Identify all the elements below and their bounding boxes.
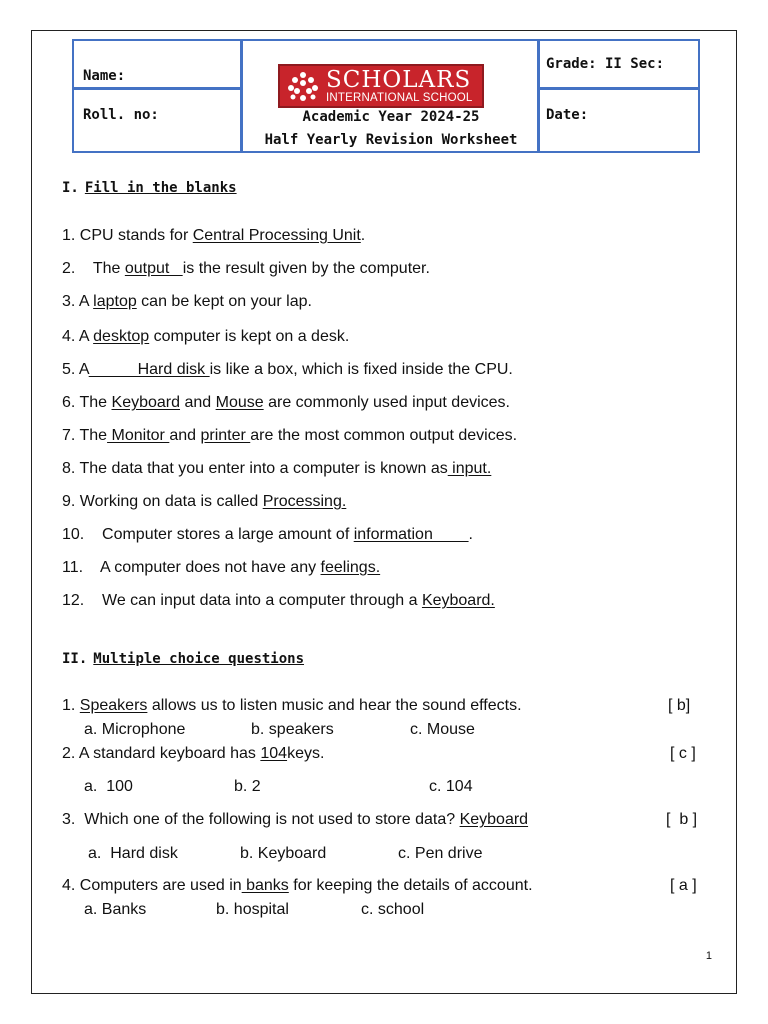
item-text: . <box>468 526 473 543</box>
answer: Hard disk <box>88 361 210 378</box>
question-text: keys. <box>287 745 325 762</box>
mcq-option: b. speakers <box>251 721 334 738</box>
section-1-title: Fill in the blanks <box>84 180 237 196</box>
header-divider <box>74 87 240 90</box>
item-text: 4. A <box>62 328 94 345</box>
mcq-option: c. Mouse <box>410 721 475 738</box>
fill-blank-item <box>62 493 346 511</box>
item-text: is the result given by the computer. <box>182 260 430 277</box>
answer: Monitor <box>107 427 170 444</box>
item-text: 7. The <box>62 427 108 444</box>
section-1-number: I. <box>62 180 79 196</box>
item-text: 10. Computer stores a large amount of <box>62 526 354 543</box>
answer-bracket: [ a ] <box>670 877 697 894</box>
logo-school-name: SCHOLARS <box>326 67 472 93</box>
section-2-heading <box>62 651 304 667</box>
fill-blank-item <box>62 526 473 544</box>
question-text: 4. Computers are used in <box>62 877 242 894</box>
item-text: are commonly used input devices. <box>263 394 510 411</box>
roll-no-label: Roll. no: <box>83 107 159 123</box>
item-text: 12. We can input data into a computer through a <box>62 592 422 609</box>
section-2-title: Multiple choice questions <box>93 651 305 667</box>
header-divider <box>240 41 243 151</box>
answer: desktop <box>93 328 150 345</box>
answer: Central Processing Unit <box>192 227 361 244</box>
item-text: are the most common output devices. <box>250 427 518 444</box>
fill-blank-item <box>62 592 495 610</box>
fill-blank-item <box>62 394 510 412</box>
mcq-option: a. Hard disk <box>88 845 178 862</box>
school-logo <box>278 64 484 108</box>
name-label: Name: <box>83 68 126 84</box>
item-text: and <box>169 427 201 444</box>
logo-school-subtitle: INTERNATIONAL SCHOOL <box>326 92 473 104</box>
item-text: 9. Working on data is called <box>62 493 263 510</box>
answer: Speakers <box>79 697 148 714</box>
fill-blank-item <box>62 227 365 245</box>
mcq-option: a. 100 <box>84 778 133 795</box>
academic-year: Academic Year 2024-25 <box>302 109 480 125</box>
mcq-option: c. 104 <box>429 778 473 795</box>
page-number: 1 <box>705 950 712 962</box>
question-text: 3. Which one of the following is not used to store data? <box>62 811 460 828</box>
item-text: 5. A <box>62 361 89 378</box>
question-text: for keeping the details of account. <box>288 877 533 894</box>
item-text: and <box>180 394 216 411</box>
worksheet-title: Half Yearly Revision Worksheet <box>264 132 518 148</box>
fill-blank-item <box>62 328 349 346</box>
fill-blank-item <box>62 559 380 577</box>
mcq-option: a. Banks <box>84 901 147 918</box>
mcq-option: a. Microphone <box>84 721 186 738</box>
item-text: 2. The <box>62 260 125 277</box>
question-text: 2. A standard keyboard has <box>62 745 261 762</box>
date-label: Date: <box>546 107 589 123</box>
mcq-question <box>62 877 533 895</box>
section-1-heading <box>62 180 237 196</box>
answer-bracket: [ c ] <box>670 745 696 762</box>
fill-blank-item <box>62 427 517 445</box>
item-text: 1. CPU stands for <box>62 227 193 244</box>
answer: Keyboard. <box>421 592 495 609</box>
answer: information____ <box>353 526 469 543</box>
item-text: . <box>360 227 366 244</box>
mcq-question <box>62 697 522 715</box>
fill-blank-item <box>62 361 513 379</box>
grade-section-label: Grade: II Sec: <box>546 56 665 72</box>
answer: 104 <box>260 745 288 762</box>
item-text: 8. The data that you enter into a computer is known as <box>62 460 448 477</box>
answer: feelings. <box>320 559 381 576</box>
mcq-option: c. Pen drive <box>398 845 483 862</box>
mcq-option: b. hospital <box>216 901 289 918</box>
answer: printer <box>200 427 251 444</box>
logo-emblem-icon <box>286 71 320 103</box>
item-text: can be kept on your lap. <box>136 293 312 310</box>
answer-bracket: [ b] <box>668 697 691 714</box>
question-text: allows us to listen music and hear the sound effects. <box>147 697 522 714</box>
answer: output <box>124 260 183 277</box>
answer: Keyboard <box>459 811 529 828</box>
header-table <box>72 39 700 153</box>
answer-bracket: [ b ] <box>666 811 698 828</box>
answer: banks <box>241 877 289 894</box>
mcq-option: b. Keyboard <box>240 845 327 862</box>
item-text: 11. A computer does not have any <box>62 559 321 576</box>
item-text: is like a box, which is fixed inside the CPU. <box>209 361 513 378</box>
answer: Keyboard <box>111 394 181 411</box>
question-text: 1. <box>62 697 80 714</box>
mcq-option: b. 2 <box>234 778 261 795</box>
mcq-option: c. school <box>361 901 425 918</box>
answer: Processing. <box>262 493 347 510</box>
item-text: computer is kept on a desk. <box>149 328 350 345</box>
fill-blank-item <box>62 260 430 278</box>
fill-blank-item <box>62 293 312 311</box>
answer: Mouse <box>215 394 264 411</box>
section-2-number: II. <box>62 651 88 667</box>
mcq-question <box>62 811 528 829</box>
mcq-question <box>62 745 324 763</box>
item-text: 3. A <box>62 293 94 310</box>
answer: laptop <box>93 293 137 310</box>
header-divider <box>537 87 700 90</box>
answer: input. <box>447 460 492 477</box>
item-text: 6. The <box>62 394 112 411</box>
fill-blank-item <box>62 460 491 478</box>
